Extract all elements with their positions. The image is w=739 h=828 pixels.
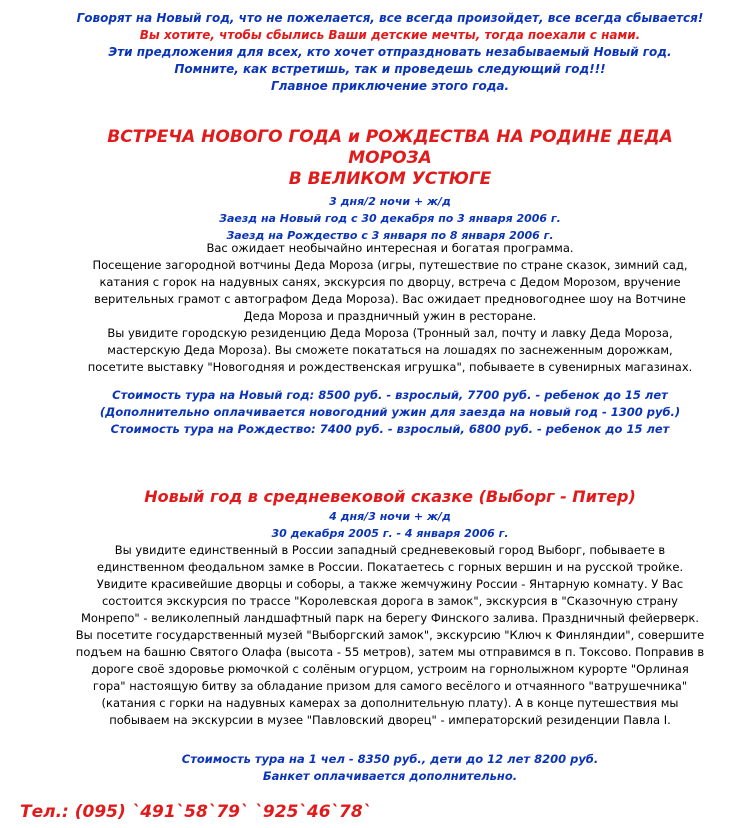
contact-phone: Тел.: (095) `491`58`79` `925`46`78` (20, 802, 372, 822)
tour2-description (60, 542, 720, 729)
tour2-prices (60, 751, 720, 785)
tour1-prices (60, 387, 720, 438)
intro-line-4: Помните, как встретишь, так и проведешь следующий год!!! (174, 62, 606, 76)
tour1-dates-newyear: Заезд на Новый год с 30 декабря по 3 января 2006 г. (219, 212, 561, 225)
tour2-title: Новый год в средневековой сказке (Выборг - Питер) (144, 487, 636, 506)
tour1-description-p1: Вас ожидает необычайно интересная и богатая программа. (206, 241, 574, 255)
tour1-title-line-1: ВСТРЕЧА НОВОГО ГОДА и РОЖДЕСТВА НА РОДИНЕ ДЕДА МОРОЗА (107, 127, 673, 168)
intro-line-5: Главное приключение этого года. (270, 79, 510, 93)
tour2-banquet: Банкет оплачивается дополнительно. (262, 769, 518, 783)
tour2-dates: 30 декабря 2005 г. - 4 января 2006 г. (271, 527, 509, 540)
tour1-price-note: (Дополнительно оплачивается новогодний ужин для заезда на новый год - 1300 руб.) (99, 405, 681, 419)
tour1-price-christmas: Стоимость тура на Рождество: 7400 руб. - взрослый, 6800 руб. - ребенок до 15 лет (110, 422, 670, 436)
tour1-price-newyear: Стоимость тура на Новый год: 8500 руб. - взрослый, 7700 руб. - ребенок до 15 лет (112, 388, 668, 402)
tour2-info (60, 508, 720, 542)
tour1-duration: 3 дня/2 ночи + ж/д (329, 195, 451, 208)
intro-line-2: Вы хотите, чтобы сбылись Ваши детские мечты, тогда поехали с нами. (139, 28, 641, 42)
tour1-info (60, 193, 720, 244)
intro-line-3: Эти предложения для всех, кто хочет отпраздновать незабываемый Новый год. (108, 45, 672, 59)
intro-block (60, 10, 720, 95)
tour2-description-text: Вы увидите единственный в России западный средневековый город Выборг, побываете в единственном феодальном замке в России. Покатаетесь с горных вершин и на русской тройке. Увидите красивейшие дворцы и соборы, а также жемчужину России - Янтарную комнату. У Вас состоится экскурсия по трассе "Королевская дорога в замок", экскурсия в "Сказочную страну Монрепо" - великолепный ландшафтный парк на берегу Финского залива. Праздничный фейерверк. Вы посетите государственный музей "Выборгский замок", экскурсию "Ключ к Финляндии", совершите подъем на башню Святого Олафа (высота - 55 метров), затем мы отправимся в п. Токсово. Поправив в дороге своё здоровье рюмочкой с солёным огурцом, устроим на горнолыжном курорте "Орлиная гора" настоящую битву за обладание призом для самого весёлого и отчаянного "ватрушечника" (катания с горки на надувных камерах за дополнительную плату). А в конце путешествия мы побываем на экскурсии в музее "Павловский дворец" - императорский резиденции Павла I. (75, 543, 705, 727)
tour1-dates-christmas: Заезд на Рождество с 3 января по 8 января 2006 г. (226, 229, 554, 242)
tour2-price: Стоимость тура на 1 чел - 8350 руб., дети до 12 лет 8200 руб. (181, 752, 599, 766)
tour1-title (60, 127, 720, 190)
tour2-duration: 4 дня/3 ночи + ж/д (329, 510, 451, 523)
tour1-description-p2: Посещение загородной вотчины Деда Мороза (игры, путешествие по стране сказок, зимний сад, катания с горок на надувных санях, экскурсия по дворцу, встреча с Дедом Морозом, вручение верительных грамот с автографом Деда Мороза). Вас ожидает предновогоднее шоу на Вотчине Деда Мороза и праздничный ужин в ресторане. (92, 258, 688, 323)
tour1-description (60, 240, 720, 376)
intro-line-1: Говорят на Новый год, что не пожелается, все всегда произойдет, все всегда сбывается! (76, 11, 704, 25)
tour1-description-p3: Вы увидите городскую резиденцию Деда Мороза (Тронный зал, почту и лавку Деда Мороза, мастерскую Деда Мороза). Вы сможете покататься на лошадях по заснеженным дорожкам, посетите выставку "Новогодняя и рождественская игрушка", побываете в сувенирных магазинах. (87, 326, 693, 374)
tour1-title-line-2: В ВЕЛИКОМ УСТЮГЕ (288, 169, 492, 189)
